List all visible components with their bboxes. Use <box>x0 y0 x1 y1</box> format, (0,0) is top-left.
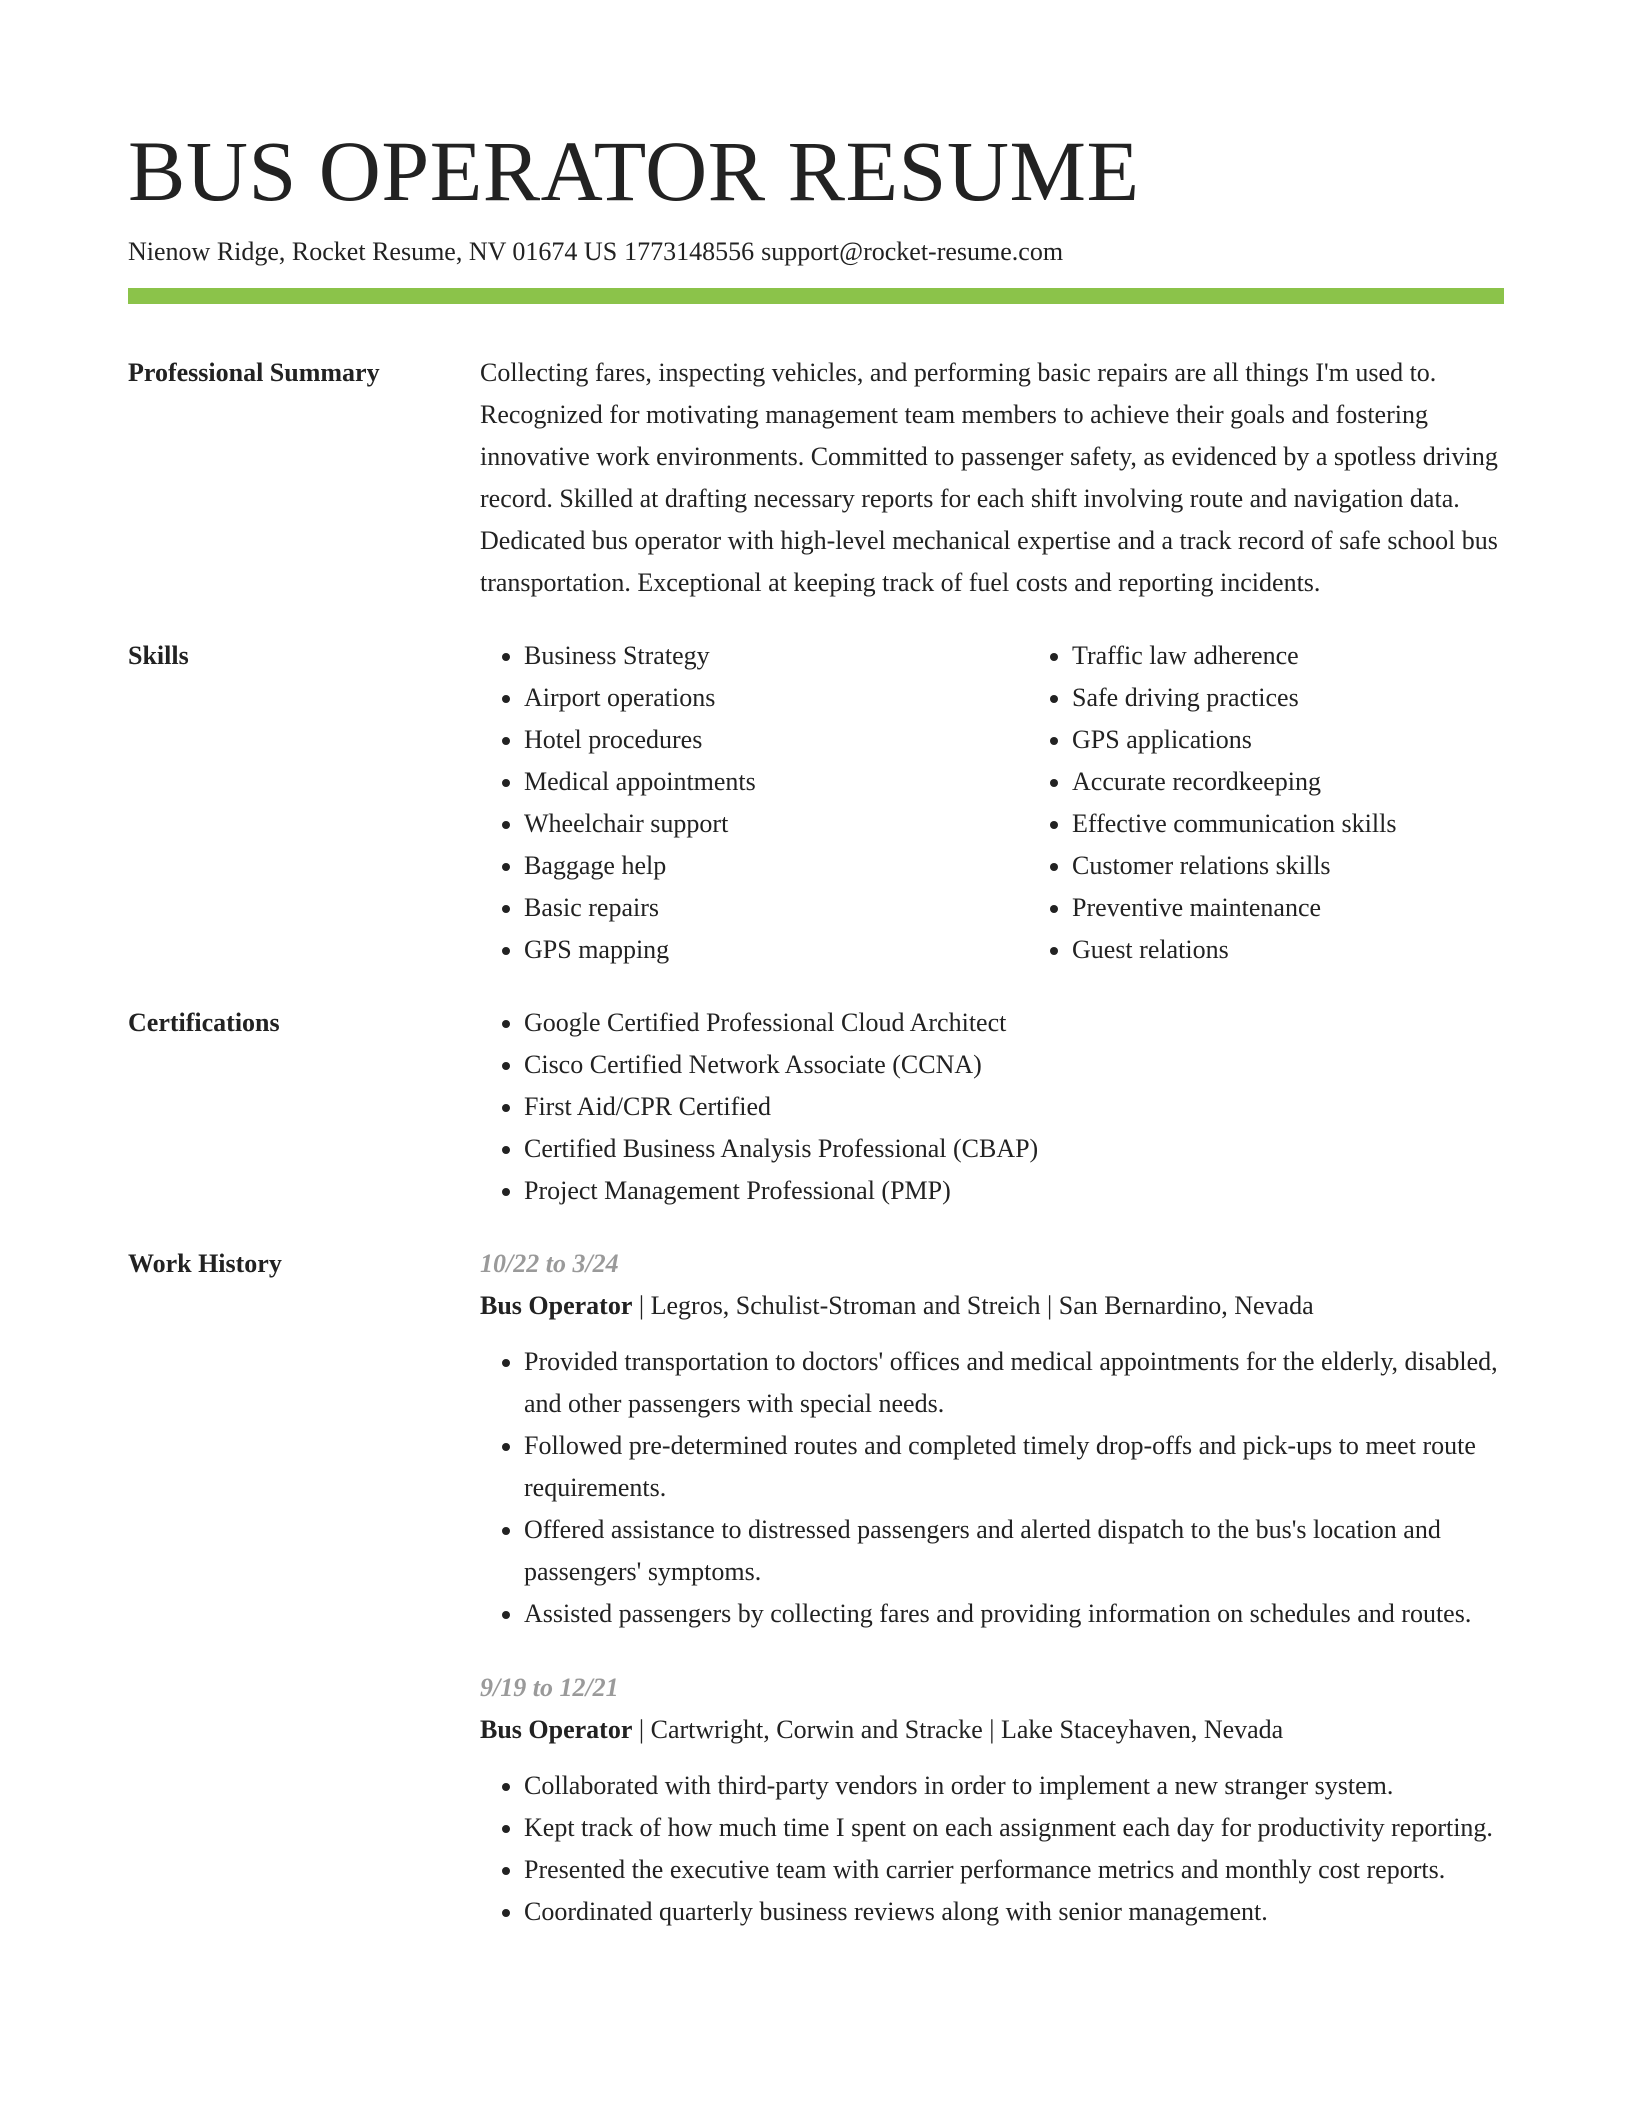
job-bullet: • Offered assistance to distressed passengers and alerted dispatch to the bus's location and passengers' symptoms. <box>524 1509 1504 1593</box>
job-title: Bus Operator <box>480 1291 633 1320</box>
contact-email: support@rocket-resume.com <box>761 237 1064 266</box>
certification-item: • Cisco Certified Network Associate (CCNA) <box>524 1044 1504 1086</box>
skill-item: • Basic repairs <box>524 887 1028 929</box>
certifications-body <box>480 1002 1504 1212</box>
skills-list-right <box>1028 635 1576 971</box>
skills-list-left <box>480 635 1028 971</box>
skill-item: • Safe driving practices <box>1072 677 1576 719</box>
summary-text: Collecting fares, inspecting vehicles, and performing basic repairs are all things I'm used to. Recognized for motivating management team members to achieve their goals and fostering innovative work environments. Committed to passenger safety, as evidenced by a spotless driving record. Skilled at drafting necessary reports for each shift involving route and navigation data. Dedicated bus operator with high-level mechanical expertise and a track record of safe school bus transportation. Exceptional at keeping track of fuel costs and reporting incidents. <box>480 358 1498 597</box>
work-history-label: Work History <box>128 1249 282 1278</box>
contact-address: Nienow Ridge, Rocket Resume, NV 01674 US <box>128 237 618 266</box>
job-entry <box>480 1243 1504 1635</box>
job-bullet: • Followed pre-determined routes and completed timely drop-offs and pick-ups to meet route requirements. <box>524 1425 1504 1509</box>
accent-divider <box>128 288 1504 304</box>
job-bullet: • Kept track of how much time I spent on each assignment each day for productivity reporting. <box>524 1807 1504 1849</box>
skills-section <box>128 635 1504 971</box>
skill-item: • Airport operations <box>524 677 1028 719</box>
skill-item: • Accurate recordkeeping <box>1072 761 1576 803</box>
certification-item: • Google Certified Professional Cloud Architect <box>524 1002 1504 1044</box>
job-bullets <box>480 1341 1504 1635</box>
resume-title: BUS OPERATOR RESUME <box>128 123 1140 219</box>
job-heading: Bus Operator | Legros, Schulist-Stroman and Streich | San Bernardino, Nevada <box>480 1291 1314 1320</box>
skill-item: • GPS applications <box>1072 719 1576 761</box>
skills-columns <box>480 635 1576 971</box>
contact-line <box>128 234 1504 270</box>
job-company: Legros, Schulist-Stroman and Streich <box>650 1291 1041 1320</box>
skill-item: • Preventive maintenance <box>1072 887 1576 929</box>
skill-item: • Medical appointments <box>524 761 1028 803</box>
skill-item: • Wheelchair support <box>524 803 1028 845</box>
certifications-section <box>128 1002 1504 1212</box>
summary-section <box>128 352 1504 604</box>
skill-item: • Customer relations skills <box>1072 845 1576 887</box>
job-dates: 9/19 to 12/21 <box>480 1673 619 1702</box>
skill-item: • GPS mapping <box>524 929 1028 971</box>
job-bullet: • Assisted passengers by collecting fares and providing information on schedules and routes. <box>524 1593 1504 1635</box>
certification-item: • First Aid/CPR Certified <box>524 1086 1504 1128</box>
certification-item: • Project Management Professional (PMP) <box>524 1170 1504 1212</box>
job-title: Bus Operator <box>480 1715 633 1744</box>
job-location: San Bernardino, Nevada <box>1058 1291 1314 1320</box>
skill-item: • Baggage help <box>524 845 1028 887</box>
skill-item: • Hotel procedures <box>524 719 1028 761</box>
work-history-body <box>480 1243 1504 1933</box>
job-bullets <box>480 1765 1504 1933</box>
resume-page <box>128 118 1504 1933</box>
skill-item: • Traffic law adherence <box>1072 635 1576 677</box>
summary-label: Professional Summary <box>128 358 380 387</box>
job-bullet: • Collaborated with third-party vendors in order to implement a new stranger system. <box>524 1765 1504 1807</box>
work-history-section <box>128 1243 1504 1933</box>
contact-phone: 1773148556 <box>624 237 755 266</box>
job-bullet: • Provided transportation to doctors' offices and medical appointments for the elderly, disabled, and other passengers with special needs. <box>524 1341 1504 1425</box>
job-location: Lake Staceyhaven, Nevada <box>1000 1715 1284 1744</box>
skill-item: • Effective communication skills <box>1072 803 1576 845</box>
skill-item: • Guest relations <box>1072 929 1576 971</box>
job-entry <box>480 1667 1504 1933</box>
job-bullet: • Presented the executive team with carrier performance metrics and monthly cost reports. <box>524 1849 1504 1891</box>
certifications-label: Certifications <box>128 1008 280 1037</box>
certification-item: • Certified Business Analysis Professional (CBAP) <box>524 1128 1504 1170</box>
skills-label: Skills <box>128 641 189 670</box>
skill-item: • Business Strategy <box>524 635 1028 677</box>
job-company: Cartwright, Corwin and Stracke <box>650 1715 983 1744</box>
job-dates: 10/22 to 3/24 <box>480 1249 619 1278</box>
summary-body <box>480 352 1504 604</box>
job-heading: Bus Operator | Cartwright, Corwin and Stracke | Lake Staceyhaven, Nevada <box>480 1715 1284 1744</box>
job-bullet: • Coordinated quarterly business reviews along with senior management. <box>524 1891 1504 1933</box>
certifications-list <box>480 1002 1504 1212</box>
